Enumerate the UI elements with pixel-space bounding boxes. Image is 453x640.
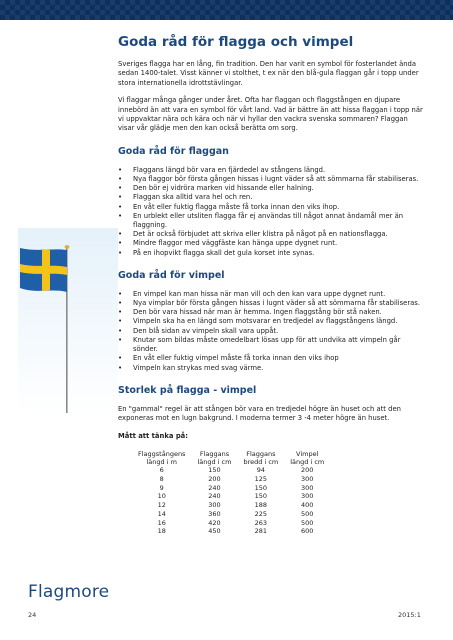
list-item: • En våt eller fuktig flagga måste få torka innan den viks ihop. — [118, 203, 423, 212]
list-item: • En urblekt eller utsliten flagga får ej användas till något annat ändamål mer än flaggning. — [118, 212, 423, 230]
list-item: • Vimpeln kan strykas med svag värme. — [118, 364, 423, 373]
list-item: • En vimpel kan man hissa när man vill och den kan vara uppe dygnet runt. — [118, 290, 423, 299]
issue-number: 2015:1 — [398, 611, 421, 619]
column-header: Vimpel längd i cm — [290, 449, 325, 466]
table-row: 10 240 150 300 — [157, 492, 314, 501]
pennant-advice-list — [118, 290, 423, 373]
list-item: • Mindre flaggor med väggfäste kan hänga uppe dygnet runt. — [118, 239, 423, 248]
list-item: • Vimpeln ska ha en längd som motsvarar en tredjedel av flaggstångens längd. — [118, 317, 423, 326]
column-header: Flaggans längd i cm — [197, 449, 232, 466]
flagmore-logo: Flagmore — [28, 582, 110, 602]
list-item: • Den bör ej vidröra marken vid hissande eller halning. — [118, 184, 423, 193]
list-item: • Nya vimplar bör första gången hissas i lugnt väder så att sömmarna får stabiliseras. — [118, 299, 423, 308]
size-table — [132, 450, 330, 536]
top-decorative-band — [0, 0, 453, 20]
flag-advice-list — [118, 166, 423, 258]
measurements-subheading: Mått att tänka på: — [118, 431, 188, 440]
list-item: • Det är också förbjudet att skriva eller klistra på något på en nationsflagga. — [118, 230, 423, 239]
list-item: • Flaggan ska alltid vara hel och ren. — [118, 193, 423, 202]
size-paragraph: En "gammal" regel är att stången bör vara en tredjedel högre än huset och att den exponeras mot en lugn bakgrund. I moderna termer 3 -4 meter högre än huset. — [118, 404, 401, 423]
table-body — [132, 466, 330, 536]
intro-paragraph-2: Vi flaggar många gånger under året. Ofta har flaggan och flaggstången en djupare innebörd än att vara en symbol för vårt land. Vad är bättre än att hissa flaggan i topp när vi uppvaktar nära och kära och när vi hyllar den vackra svenska sommaren? Flaggan visar vår glädje men den kan också berätta om sorg. — [118, 96, 423, 133]
swedish-flag-photo — [18, 228, 118, 413]
article — [118, 34, 423, 536]
list-item: • Den blå sidan av vimpeln skall vara uppåt. — [118, 327, 423, 336]
list-item: • Flaggans längd bör vara en fjärdedel av stångens längd. — [118, 166, 423, 175]
table-row: 8 200 125 300 — [159, 475, 314, 484]
article-title: Goda råd för flagga och vimpel — [118, 34, 354, 50]
column-header: Flaggstångens längd i m — [138, 449, 186, 466]
section-heading-flag: Goda råd för flaggan — [118, 145, 229, 157]
section-heading-size: Storlek på flagga - vimpel — [118, 384, 257, 396]
intro-paragraph-1: Sveriges flagga har en lång, fin tradition. Den har varit en symbol för fosterlandet ända sedan 1400-talet. Visst känner vi stolthet, t ex när den blå-gula flaggan går i topp under stora internationella idrottstävlingar. — [118, 60, 419, 87]
column-header: Flaggans bredd i cm — [243, 449, 279, 466]
table-row: 16 420 263 500 — [157, 518, 314, 527]
list-item: • Knutar som bildas måste omedelbart lösas upp för att undvika att vimpeln går sönder. — [118, 336, 423, 354]
list-item: • Nya flaggor bör första gången hissas i lugnt väder så att sömmarna får stabiliseras. — [118, 175, 423, 184]
table-row: 18 450 281 600 — [157, 527, 314, 536]
page-number: 24 — [28, 611, 37, 619]
table-row: 14 360 225 500 — [157, 509, 314, 518]
table-row: 12 300 188 400 — [157, 501, 314, 510]
section-heading-pennant: Goda råd för vimpel — [118, 269, 225, 281]
list-item: • En våt eller fuktig vimpel måste få torka innan den viks ihop — [118, 354, 423, 363]
list-item: • På en ihopvikt flagga skall det gula korset inte synas. — [118, 249, 423, 258]
table-row: 9 240 150 300 — [159, 483, 314, 492]
list-item: • Den bör vara hissad när man är hemma. Ingen flaggstång bör stå naken. — [118, 308, 423, 317]
table-row: 6 150 94 200 — [159, 466, 314, 475]
table-header-row — [132, 450, 330, 467]
